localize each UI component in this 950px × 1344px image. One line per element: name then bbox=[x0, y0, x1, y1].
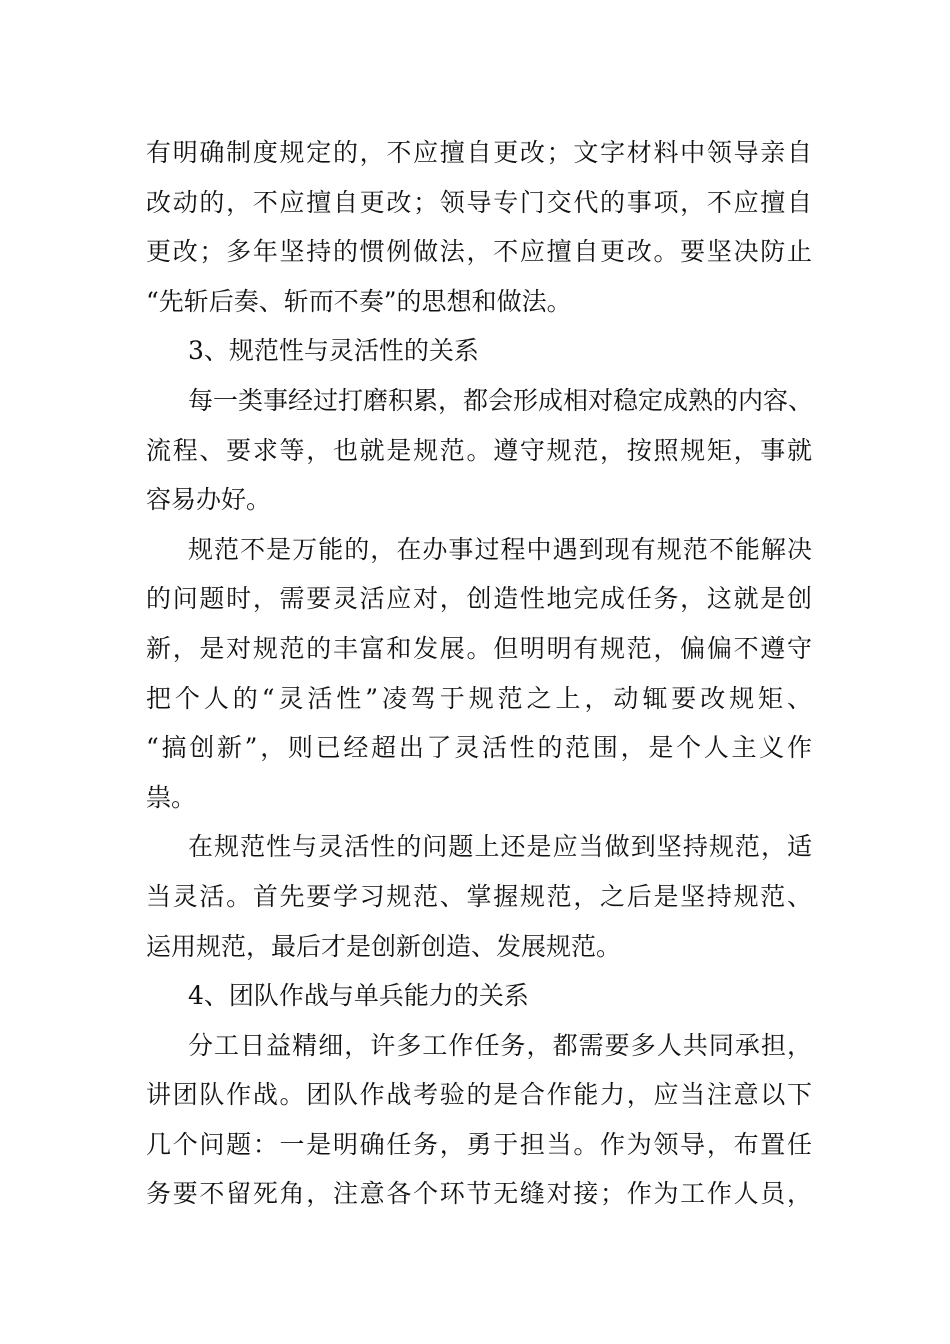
text-line: 流程、要求等，也就是规范。遵守规范，按照规矩，事就 bbox=[146, 435, 812, 465]
text-line: 在规范性与灵活性的问题上还是应当做到坚持规范，适 bbox=[188, 832, 812, 862]
text-line: 容易办好。 bbox=[146, 485, 272, 515]
text-line: 的问题时，需要灵活应对，创造性地完成任务，这就是创 bbox=[146, 584, 812, 614]
text-line: 几个问题：一是明确任务，勇于担当。作为领导，布置任 bbox=[146, 1129, 812, 1159]
text-line: 把个人的“灵活性”凌驾于规范之上，动辄要改规矩、 bbox=[146, 683, 812, 713]
text-line: “搞创新”，则已经超出了灵活性的范围，是个人主义作 bbox=[146, 733, 812, 763]
section-heading-3: 3、规范性与灵活性的关系 bbox=[188, 336, 479, 366]
text-line: 祟。 bbox=[146, 782, 197, 812]
text-line: 分工日益精细，许多工作任务，都需要多人共同承担， bbox=[188, 1030, 812, 1060]
text-line: 规范不是万能的，在办事过程中遇到现有规范不能解决 bbox=[188, 534, 812, 564]
text-line: 新，是对规范的丰富和发展。但明明有规范，偏偏不遵守 bbox=[146, 633, 812, 663]
text-line: 运用规范，最后才是创新创造、发展规范。 bbox=[146, 931, 622, 961]
text-line: 每一类事经过打磨积累，都会形成相对稳定成熟的内容、 bbox=[188, 385, 814, 415]
text-line: 讲团队作战。团队作战考验的是合作能力，应当注意以下 bbox=[146, 1080, 812, 1110]
text-line: 更改；多年坚持的惯例做法，不应擅自更改。要坚决防止 bbox=[146, 237, 812, 267]
text-line: 改动的，不应擅自更改；领导专门交代的事项，不应擅自 bbox=[146, 187, 812, 217]
section-heading-4: 4、团队作战与单兵能力的关系 bbox=[188, 981, 529, 1011]
text-line: “先斩后奏、斩而不奏”的思想和做法。 bbox=[146, 286, 572, 316]
text-line: 务要不留死角，注意各个环节无缝对接；作为工作人员， bbox=[146, 1179, 812, 1209]
document-body bbox=[146, 128, 812, 1219]
text-line: 有明确制度规定的，不应擅自更改；文字材料中领导亲自 bbox=[146, 138, 812, 167]
text-line: 当灵活。首先要学习规范、掌握规范，之后是坚持规范、 bbox=[146, 881, 812, 911]
